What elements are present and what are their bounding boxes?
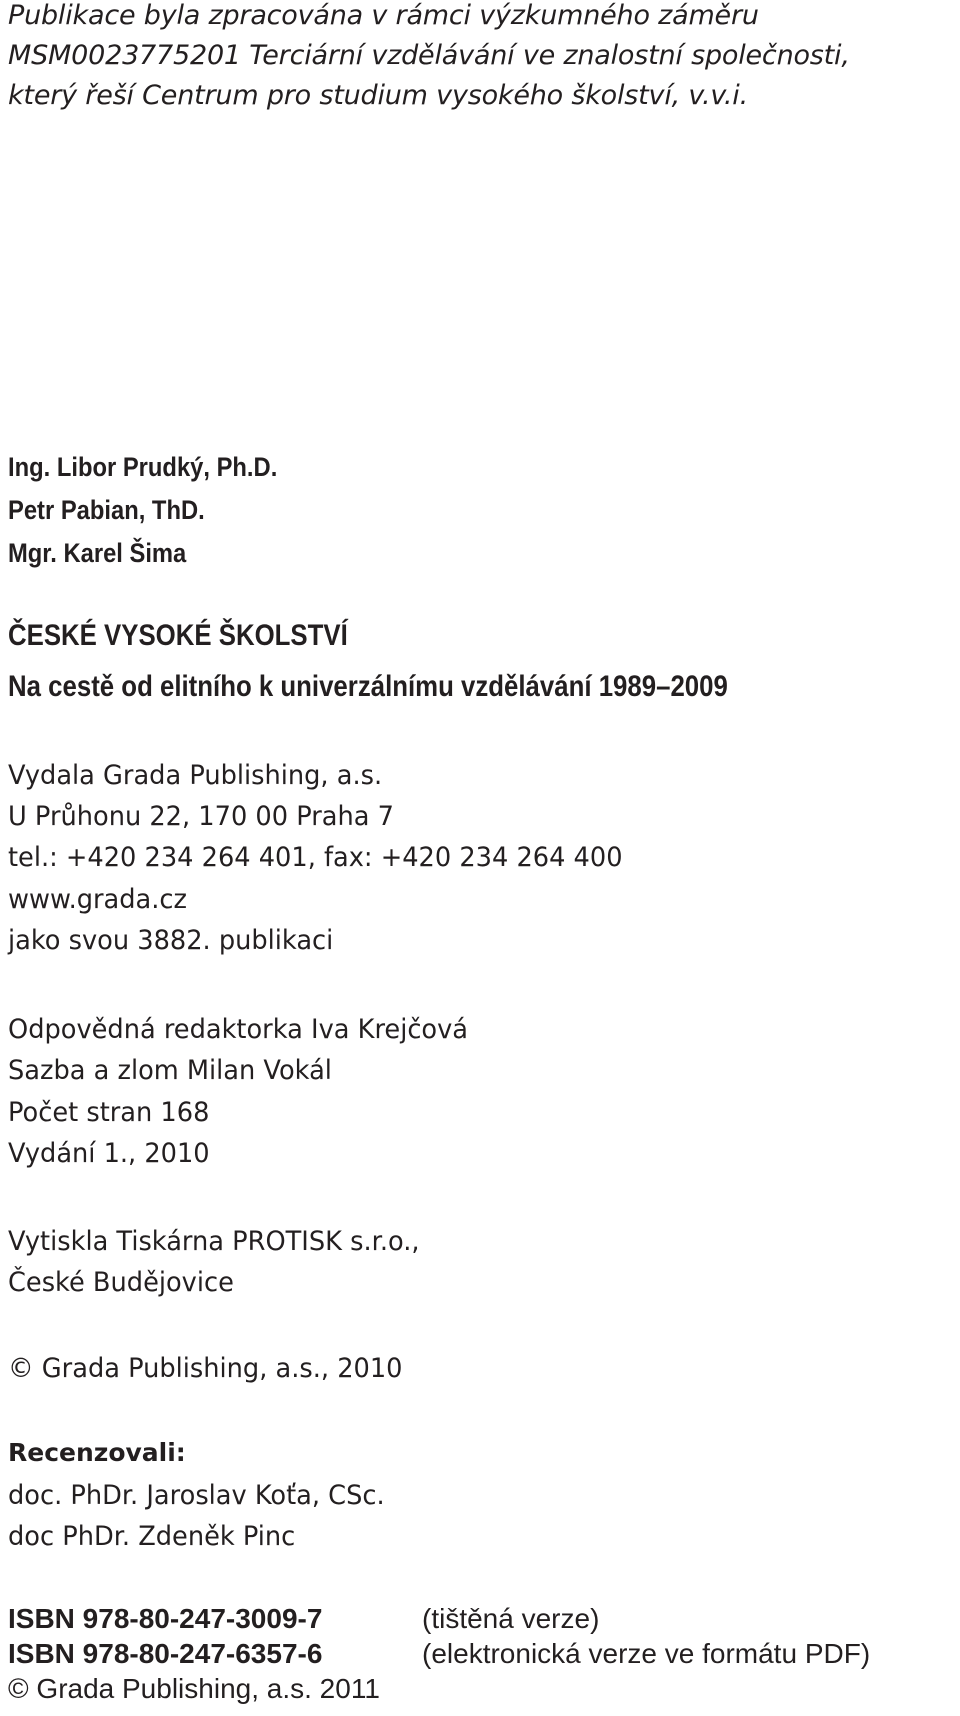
intro-line: Publikace byla zpracována v rámci výzkumného záměru	[8, 0, 759, 31]
publisher-website: www.grada.cz	[8, 884, 188, 915]
page-count-line: Počet stran 168	[8, 1097, 210, 1128]
edition-line: Vydání 1., 2010	[8, 1138, 210, 1169]
book-subtitle: Na cestě od elitního k univerzálnímu vzdělávání 1989–2009	[8, 670, 728, 703]
isbn-number: ISBN 978-80-247-3009-7	[8, 1603, 323, 1634]
isbn-note: (tištěná verze)	[422, 1603, 600, 1634]
publisher-address: U Průhonu 22, 170 00 Praha 7	[8, 801, 394, 832]
reviewers-heading: Recenzovali:	[8, 1438, 186, 1467]
intro-line: MSM0023775201 Terciární vzdělávání ve znalostní společnosti,	[8, 40, 850, 71]
book-title: ČESKÉ VYSOKÉ ŠKOLSTVÍ	[8, 619, 348, 652]
intro-line: který řeší Centrum pro studium vysokého školství, v.v.i.	[8, 80, 748, 111]
author-name: Mgr. Karel Šima	[8, 538, 187, 568]
editor-line: Odpovědná redaktorka Iva Krejčová	[8, 1014, 469, 1045]
publisher-phone: tel.: +420 234 264 401, fax: +420 234 264 400	[8, 842, 623, 873]
reviewer-name: doc. PhDr. Jaroslav Koťa, CSc.	[8, 1480, 385, 1511]
isbn-row	[8, 1638, 871, 1669]
author-name: Petr Pabian, ThD.	[8, 495, 205, 525]
isbn-note: (elektronická verze ve formátu PDF)	[422, 1638, 871, 1669]
publisher-line: Vydala Grada Publishing, a.s.	[8, 760, 383, 791]
isbn-row	[8, 1603, 600, 1634]
printer-line: Vytiskla Tiskárna PROTISK s.r.o.,	[8, 1226, 420, 1257]
author-name: Ing. Libor Prudký, Ph.D.	[8, 452, 278, 482]
publication-number: jako svou 3882. publikaci	[8, 925, 334, 956]
typesetting-line: Sazba a zlom Milan Vokál	[8, 1055, 332, 1086]
isbn-number: ISBN 978-80-247-6357-6	[8, 1638, 323, 1669]
copyright-line-2011: © Grada Publishing, a.s. 2011	[8, 1673, 380, 1704]
reviewer-name: doc PhDr. Zdeněk Pinc	[8, 1521, 296, 1552]
copyright-line: © Grada Publishing, a.s., 2010	[8, 1353, 403, 1384]
printer-city: České Budějovice	[8, 1267, 234, 1298]
